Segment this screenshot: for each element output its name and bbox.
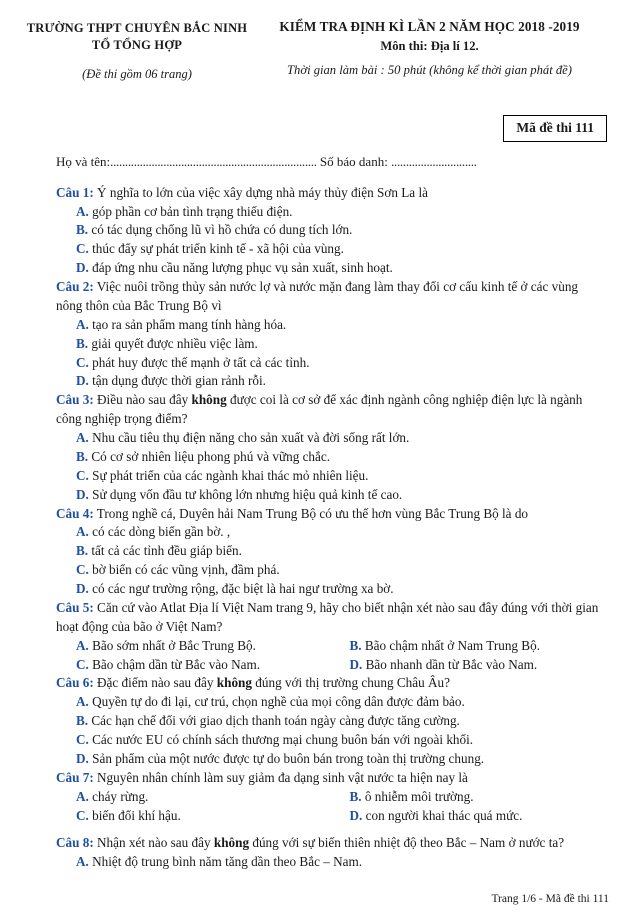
option-letter: D. [349,807,363,823]
option-text: Bão chậm dần từ Bắc vào Nam. [88,656,261,672]
option-letter: B. [76,335,89,351]
option-letter: A. [76,430,89,445]
question-text: Ý nghĩa to lớn của việc xây dựng nhà máy thủy điện Sơn La là [93,184,428,200]
option-letter: C. [76,241,89,257]
option-letter: D. [76,750,89,766]
option-text: Bão sớm nhất ở Bắc Trung Bộ. [88,637,256,653]
id-label: Số báo danh: [316,153,392,169]
question-stem [56,599,607,637]
question-block [56,184,607,278]
question-stem [56,391,607,429]
option-letter: B. [76,222,89,238]
option-letter: A. [76,524,89,540]
exam-subject: Môn thi: Địa lí 12. [380,39,479,54]
answer-option[interactable] [76,807,342,826]
question-number: Câu 4: [56,505,94,521]
answer-option[interactable] [342,807,608,826]
answer-option[interactable] [56,523,607,542]
question-number: Câu 1: [56,184,94,200]
answer-option[interactable] [56,580,607,599]
option-text: tận dụng được thời gian rảnh rỗi. [88,373,266,389]
answer-option[interactable] [56,448,607,467]
option-text: Nhu cầu tiêu thụ điện năng cho sản xuất và đời sống rất lớn. [88,430,410,445]
answer-option[interactable] [56,542,607,561]
question-number: Câu 6: [56,675,94,691]
question-spacer [56,825,607,834]
answer-option[interactable] [56,259,607,278]
question-text: Việc nuôi trồng thủy sản nước lợ và nước mặn đang làm thay đổi cơ cấu kinh tế ở các vùng nông thôn của Bắc Trung Bộ vì [56,279,579,313]
option-letter: C. [76,656,89,672]
question-stem [56,505,607,524]
header-exam-block [248,18,611,83]
option-grid [56,637,607,675]
option-text: Các hạn chế đối với giao dịch thanh toán ngày càng được tăng cường. [88,713,460,729]
option-text: bờ biển có các vũng vịnh, đầm phá. [88,562,280,578]
option-letter: C. [76,562,89,578]
option-text: Nhiệt độ trung bình năm tăng dần theo Bắc – Nam. [88,854,363,870]
option-letter: D. [76,581,89,596]
option-text: Các nước EU có chính sách thương mại chung buôn bán với ngoài khối. [88,732,474,747]
exam-code-row [0,115,637,142]
question-text: Đặc điểm nào sau đây không đúng với thị trường chung Châu Âu? [93,675,450,691]
name-label: Họ và tên: [56,153,111,169]
answer-option[interactable] [56,731,607,750]
exam-title: KIỂM TRA ĐỊNH KÌ LẦN 2 NĂM HỌC 2018 -2019 [279,19,580,34]
department-name: TỔ TỔNG HỢP [91,37,183,52]
option-letter: B. [349,788,362,804]
option-text: Sản phẩm của một nước được tự do buôn bán trong toàn thị trường chung. [88,750,485,766]
option-text: giải quyết được nhiều việc làm. [88,335,258,351]
option-letter: C. [76,354,89,370]
option-text: con người khai thác quá mức. [362,807,523,823]
answer-option[interactable] [56,750,607,769]
option-letter: A. [76,854,89,870]
option-text: Bão chậm nhất ở Nam Trung Bộ. [361,637,540,653]
question-text: Căn cứ vào Atlat Địa lí Việt Nam trang 9, hãy cho biết nhận xét nào sau đây đúng với thời gian hoạt động của bão ở Việt Nam? [56,599,599,634]
question-stem [56,674,607,693]
option-text: có các dòng biển gần bờ. , [88,524,231,540]
option-letter: D. [76,260,89,276]
exam-code-box: Mã đề thi 111 [503,115,607,142]
option-text: thúc đẩy sự phát triển kinh tế - xã hội của vùng. [88,241,344,257]
question-text: Nhận xét nào sau đây không đúng với sự biến thiên nhiệt độ theo Bắc – Nam ở nước ta? [93,835,565,851]
school-name: TRƯỜNG THPT CHUYÊN BẮC NINH [26,21,248,35]
option-text: có các ngư trường rộng, đặc biệt là hai ngư trường xa bờ. [88,581,394,596]
answer-option[interactable] [56,486,607,505]
question-text: Trong nghề cá, Duyên hải Nam Trung Bộ có ưu thế hơn vùng Bắc Trung Bộ là do [93,505,529,521]
option-letter: C. [76,807,89,823]
answer-option[interactable] [76,788,342,807]
option-text: có tác dụng chống lũ vì hồ chứa có dung tích lớn. [88,222,353,238]
question-text: Nguyên nhân chính làm suy giảm đa dạng sinh vật nước ta hiện nay là [93,769,468,785]
candidate-info-line [0,154,637,170]
question-text: Điều nào sau đây không được coi là cơ sở để xác định ngành công nghiệp điện lực là ngành công nghiệp trọng điểm? [56,392,583,427]
exam-duration: Thời gian làm bài : 50 phút (không kể thời gian phát đề) [287,63,572,78]
answer-option[interactable] [76,656,342,675]
option-letter: A. [76,788,89,804]
option-letter: D. [349,656,363,672]
question-block [56,834,607,872]
question-number: Câu 7: [56,769,94,785]
option-letter: B. [76,448,89,464]
answer-option[interactable] [56,429,607,448]
question-block [56,769,607,826]
question-number: Câu 8: [56,835,94,851]
answer-option[interactable] [342,656,608,675]
option-text: biến đổi khí hậu. [88,807,181,823]
answer-option[interactable] [56,335,607,354]
option-letter: D. [76,373,89,389]
option-letter: A. [76,637,89,653]
answer-option[interactable] [342,788,608,807]
option-letter: A. [76,694,89,710]
answer-option[interactable] [56,372,607,391]
option-letter: C. [76,732,89,747]
option-text: Quyền tự do đi lại, cư trú, chọn nghề của mọi công dân được đảm bảo. [88,694,465,710]
answer-option[interactable] [56,561,607,580]
answer-option[interactable] [56,853,607,872]
answer-option[interactable] [56,221,607,240]
pages-note: (Đề thi gồm 06 trang) [82,66,192,81]
question-number: Câu 3: [56,392,94,408]
question-number: Câu 5: [56,599,94,615]
answer-option[interactable] [56,712,607,731]
option-text: tất cả các tỉnh đều giáp biển. [88,543,242,559]
question-list [0,184,637,873]
option-letter: B. [76,713,89,729]
option-text: ô nhiễm môi trường. [361,788,474,804]
id-dots: ............................. [391,153,477,169]
option-letter: B. [76,543,89,559]
question-block [56,278,607,391]
answer-option[interactable] [342,637,608,656]
option-text: Sự phát triển của các ngành khai thác mỏ nhiên liệu. [88,467,369,483]
answer-option[interactable] [76,637,342,656]
option-grid [56,788,607,826]
question-block [56,599,607,675]
question-stem [56,278,607,316]
question-block [56,674,607,768]
header-school-block [26,18,248,83]
option-text: Bão nhanh dần từ Bắc vào Nam. [362,656,538,672]
name-dots: ...................................................................... [110,153,317,169]
question-stem [56,184,607,203]
option-text: góp phần cơ bản tình trạng thiếu điện. [88,203,293,219]
question-number: Câu 2: [56,279,94,294]
answer-option[interactable] [56,354,607,373]
answer-option[interactable] [56,316,607,335]
question-block [56,505,607,599]
option-text: phát huy được thế mạnh ở tất cả các tỉnh. [88,354,310,370]
option-text: Sử dụng vốn đầu tư không lớn nhưng hiệu quả kinh tế cao. [88,486,403,502]
option-letter: A. [76,203,89,219]
answer-option[interactable] [56,240,607,259]
answer-option[interactable] [56,467,607,486]
option-letter: A. [76,316,89,332]
option-letter: B. [349,637,362,653]
option-letter: C. [76,467,89,483]
page-footer: Trang 1/6 - Mã đề thi 111 [491,893,609,905]
question-stem [56,769,607,788]
option-letter: D. [76,486,89,502]
option-text: Có cơ sở nhiên liệu phong phú và vững chắc. [88,448,331,464]
option-text: cháy rừng. [88,788,149,804]
page-header [0,0,637,83]
question-block [56,391,607,504]
answer-option[interactable] [56,203,607,222]
answer-option[interactable] [56,693,607,712]
option-text: đáp ứng nhu cầu năng lượng phục vụ sản xuất, sinh hoạt. [88,260,393,276]
question-stem [56,834,607,853]
option-text: tạo ra sản phẩm mang tính hàng hóa. [88,316,287,332]
